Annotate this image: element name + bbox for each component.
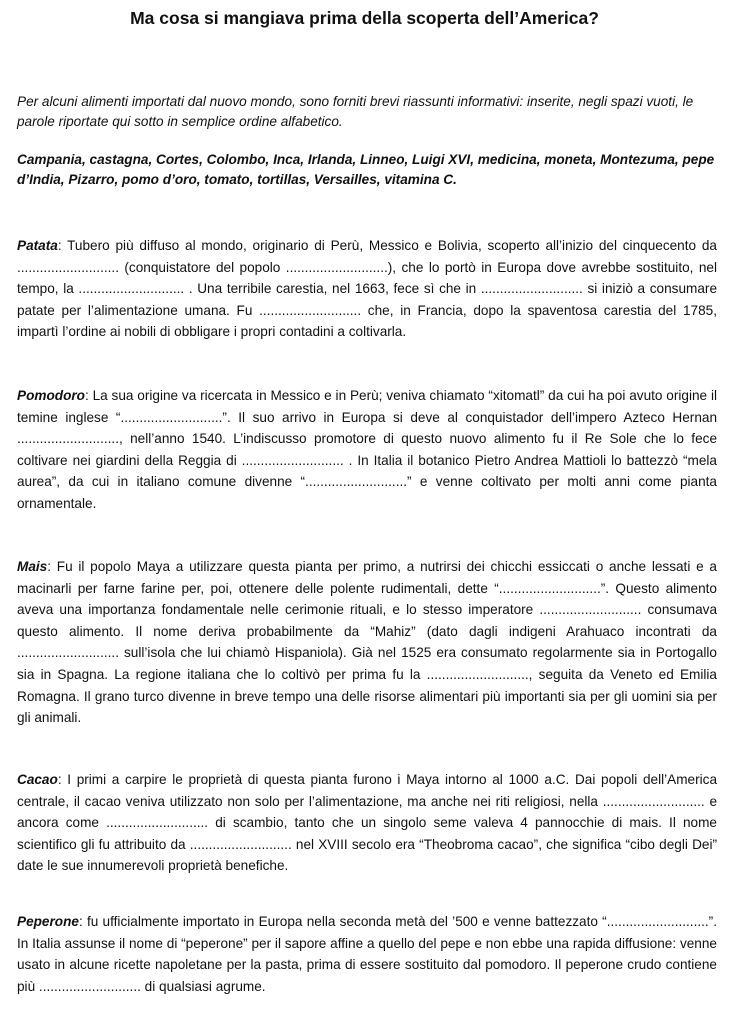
section-text: : La sua origine va ricercata in Messico e in Perù; veniva chiamato “xitomatl” da cui ha poi avuto origine il temine inglese “...........................”. Il suo arrivo in Europa si deve al conquistador dell’impero Azteco Hernan ..........................., nell’anno 1540. L’indiscusso promotore di questo nuovo alimento fu il Re Sole che lo fece coltivare nei giardini della Reggia di ........................... . In Italia il botanico Pietro Andrea Mattioli lo battezzò “mela aurea”, da cui in italiano comune divenne “...........................” e venne coltivato per molti anni come pianta ornamentale. (17, 388, 717, 511)
instructions-text: Per alcuni alimenti importati dal nuovo mondo, sono forniti brevi riassunti informativi: inserite, negli spazi vuoti, le parole riportate qui sotto in semplice ordine alfabetico. (17, 94, 694, 129)
section-mais (17, 556, 717, 729)
section-term: Cacao (17, 772, 58, 787)
section-text: : Tubero più diffuso al mondo, originario di Perù, Messico e Bolivia, scoperto all’inizio del cinquecento da ........................... (conquistatore del popolo ...........................), che lo portò in Europa dove avrebbe sostituito, nel tempo, la ............................ . Una terribile carestia, nel 1663, fece sì che in ........................... si iniziò a consumare patate per l’alimentazione umana. Fu ........................... che, in Francia, dopo la spaventosa carestia del 1785, impartì l’ordine ai nobili di obbligare i propri contadini a coltivarla. (17, 238, 717, 340)
section-term: Pomodoro (17, 388, 85, 403)
section-pomodoro (17, 385, 717, 515)
word-list: Campania, castagna, Cortes, Colombo, Inca, Irlanda, Linneo, Luigi XVI, medicina, moneta, Montezuma, pepe d’India, Pizarro, pomo d’oro, tomato, tortillas, Versailles, vitamina C. (17, 152, 715, 187)
section-patata (17, 235, 717, 343)
section-text: : fu ufficialmente importato in Europa nella seconda metà del ’500 e venne battezzato “...........................”. In Italia assunse il nome di “peperone” per il sapore affine a quello del pepe e non ebbe una rapida diffusione: venne usato in alcune ricette napoletane per la pasta, prima di essere sostituito dal pomodoro. Il peperone crudo contiene più ........................... di qualsiasi agrume. (17, 914, 717, 994)
section-term: Mais (17, 559, 48, 574)
section-text: : I primi a carpire le proprietà di questa pianta furono i Maya intorno al 1000 a.C. Dai popoli dell’America centrale, il cacao veniva utilizzato non solo per l’alimentazione, ma anche nei riti religiosi, nella ........................... e ancora come ........................... di scambio, tanto che un singolo seme valeva 4 pannocchie di mais. Il nome scientifico gli fu attribuito da ........................... nel XVIII secolo era “Theobroma cacao”, che significa “cibo degli Dei” date le sue innumerevoli proprietà benefiche. (17, 772, 717, 874)
section-peperone (17, 911, 717, 997)
section-text: : Fu il popolo Maya a utilizzare questa pianta per primo, a nutrirsi dei chicchi essiccati o anche lessati e a macinarli per farne farine per, poi, ottenere delle polente rudimentali, dette “...........................”. Questo alimento aveva una importanza fondamentale nelle cerimonie rituali, e lo stesso imperatore ........................... consumava questo alimento. Il nome deriva probabilmente da “Mahiz” (dato dagli indigeni Arahuaco incontrati da ........................... sull’isola che lui chiamò Hispaniola). Già nel 1525 era consumato regolarmente sia in Portogallo sia in Spagna. La regione italiana che lo coltivò per prima fu la ..........................., seguita da Veneto ed Emilia Romagna. Il grano turco divenne in breve tempo una delle risorse alimentari più importanti sia per gli uomini sia per gli animali. (17, 559, 717, 726)
section-term: Peperone (17, 914, 79, 929)
section-term: Patata (17, 238, 58, 253)
section-cacao (17, 769, 717, 877)
page-title: Ma cosa si mangiava prima della scoperta dell’America? (130, 8, 599, 28)
